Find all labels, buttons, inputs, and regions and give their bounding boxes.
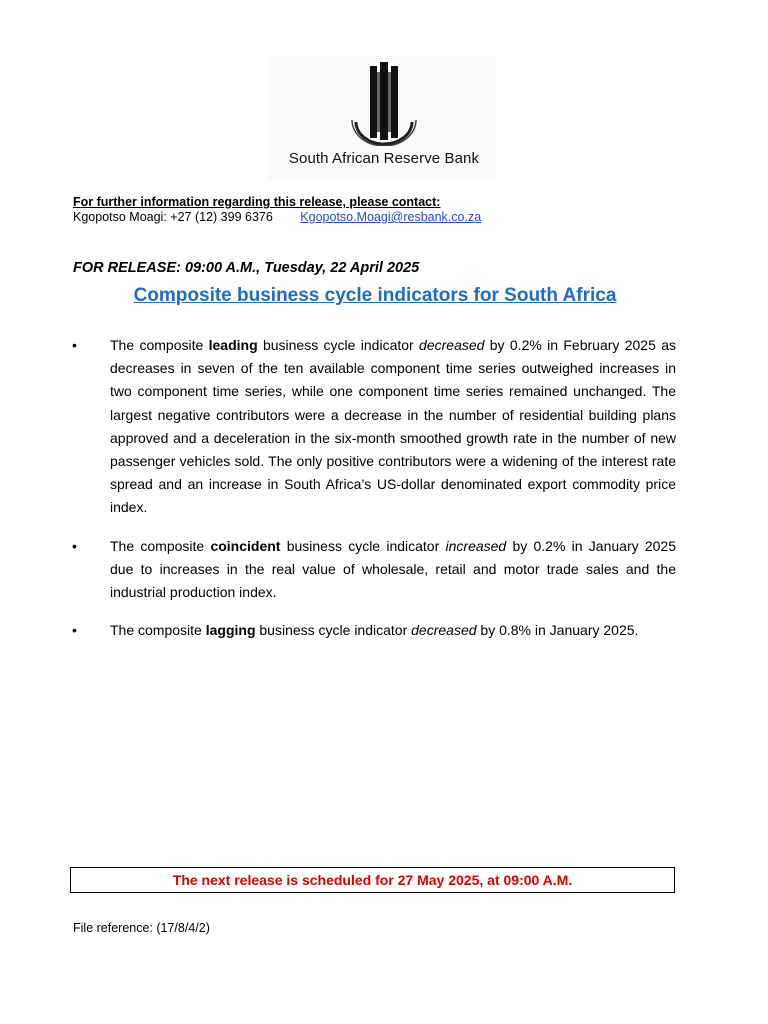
list-item xyxy=(70,535,676,605)
direction: decreased xyxy=(419,337,485,353)
text: business cycle indicator xyxy=(280,537,446,554)
text: The composite xyxy=(110,537,211,554)
text: business cycle indicator xyxy=(255,622,412,639)
next-release-notice: The next release is scheduled for 27 May 2025, at 09:00 A.M. xyxy=(70,867,675,893)
contact-block xyxy=(73,195,481,225)
indicator-name: coincident xyxy=(210,537,281,554)
contact-email-link[interactable]: Kgopotso.Moagi@resbank.co.za xyxy=(300,210,482,224)
text: by 0.8% in January 2025. xyxy=(476,622,639,639)
logo-text: South African Reserve Bank xyxy=(288,150,480,167)
sarb-logo-icon xyxy=(348,62,420,146)
page-title: Composite business cycle indicators for South Africa xyxy=(133,285,617,306)
bullet-list xyxy=(70,334,676,657)
release-line: FOR RELEASE: 09:00 A.M., Tuesday, 22 April 2025 xyxy=(73,260,420,276)
text: The composite xyxy=(110,337,209,353)
bullet-icon: • xyxy=(72,622,77,639)
bullet-icon: • xyxy=(72,537,77,554)
file-reference: File reference: (17/8/4/2) xyxy=(73,921,210,935)
direction: increased xyxy=(445,537,507,554)
contact-heading: For further information regarding this release, please contact: xyxy=(73,195,441,209)
text: business cycle indicator xyxy=(257,337,420,353)
contact-line xyxy=(73,210,481,225)
indicator-name: leading xyxy=(208,337,258,353)
contact-person: Kgopotso Moagi: +27 (12) 399 6376 xyxy=(73,210,273,224)
bullet-icon: • xyxy=(72,337,77,353)
text: by 0.2% in February 2025 as decreases in seven of the ten available component time series outweighed increases in two component time series, while one component time series remained unchanged. The largest negative contributors were a decrease in the number of residential building plans approved and a deceleration in the six-month smoothed growth rate in the number of new passenger vehicles sold. The only positive contributors were a widening of the interest rate spread and an increase in South Africa’s US-dollar denominated export commodity price index. xyxy=(110,337,676,516)
logo xyxy=(268,56,496,180)
indicator-name: lagging xyxy=(205,622,256,639)
list-item xyxy=(70,334,676,520)
list-item xyxy=(70,619,676,642)
direction: decreased xyxy=(411,622,477,639)
text: The composite xyxy=(110,622,206,639)
text: by 0.2% in January 2025 due to increases in the real value of wholesale, retail and motor trade sales and the industrial production index. xyxy=(110,537,676,601)
